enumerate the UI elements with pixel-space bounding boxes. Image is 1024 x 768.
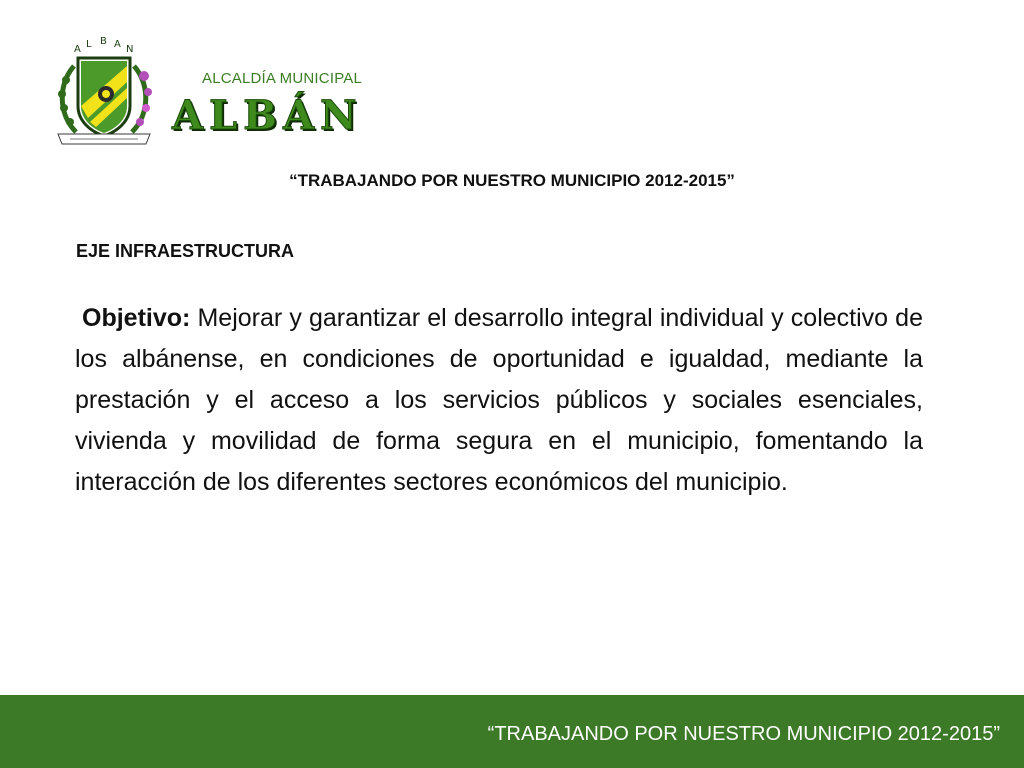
organization-name: ALBÁN [172, 92, 363, 139]
organization-subtitle: ALCALDÍA MUNICIPAL [202, 70, 363, 87]
municipal-crest-logo [52, 36, 156, 148]
footer-bar [0, 695, 1024, 768]
footer-slogan: “TRABAJANDO POR NUESTRO MUNICIPIO 2012-2015” [487, 723, 1000, 745]
svg-text:L: L [86, 39, 92, 50]
section-title: EJE INFRAESTRUCTURA [76, 241, 295, 261]
objective-text: Mejorar y garantizar el desarrollo integral individual y colectivo de los albánense, en condiciones de oportunidad e igualdad, mediante la prestación y el acceso a los servicios públicos y sociales esenciales, vivienda y movilidad de forma segura en el municipio, fomentando la interacción de los diferentes sectores económicos del municipio. [75, 304, 923, 496]
svg-text:B: B [100, 36, 107, 47]
header-slogan: “TRABAJANDO POR NUESTRO MUNICIPIO 2012-2015” [289, 171, 735, 190]
objective-paragraph [75, 298, 923, 503]
svg-text:N: N [126, 44, 134, 55]
objective-label: Objetivo: [82, 304, 191, 332]
svg-text:A: A [74, 44, 81, 55]
svg-text:A: A [114, 39, 121, 50]
organization-wordmark [172, 66, 412, 146]
coat-of-arms-icon [52, 36, 156, 148]
